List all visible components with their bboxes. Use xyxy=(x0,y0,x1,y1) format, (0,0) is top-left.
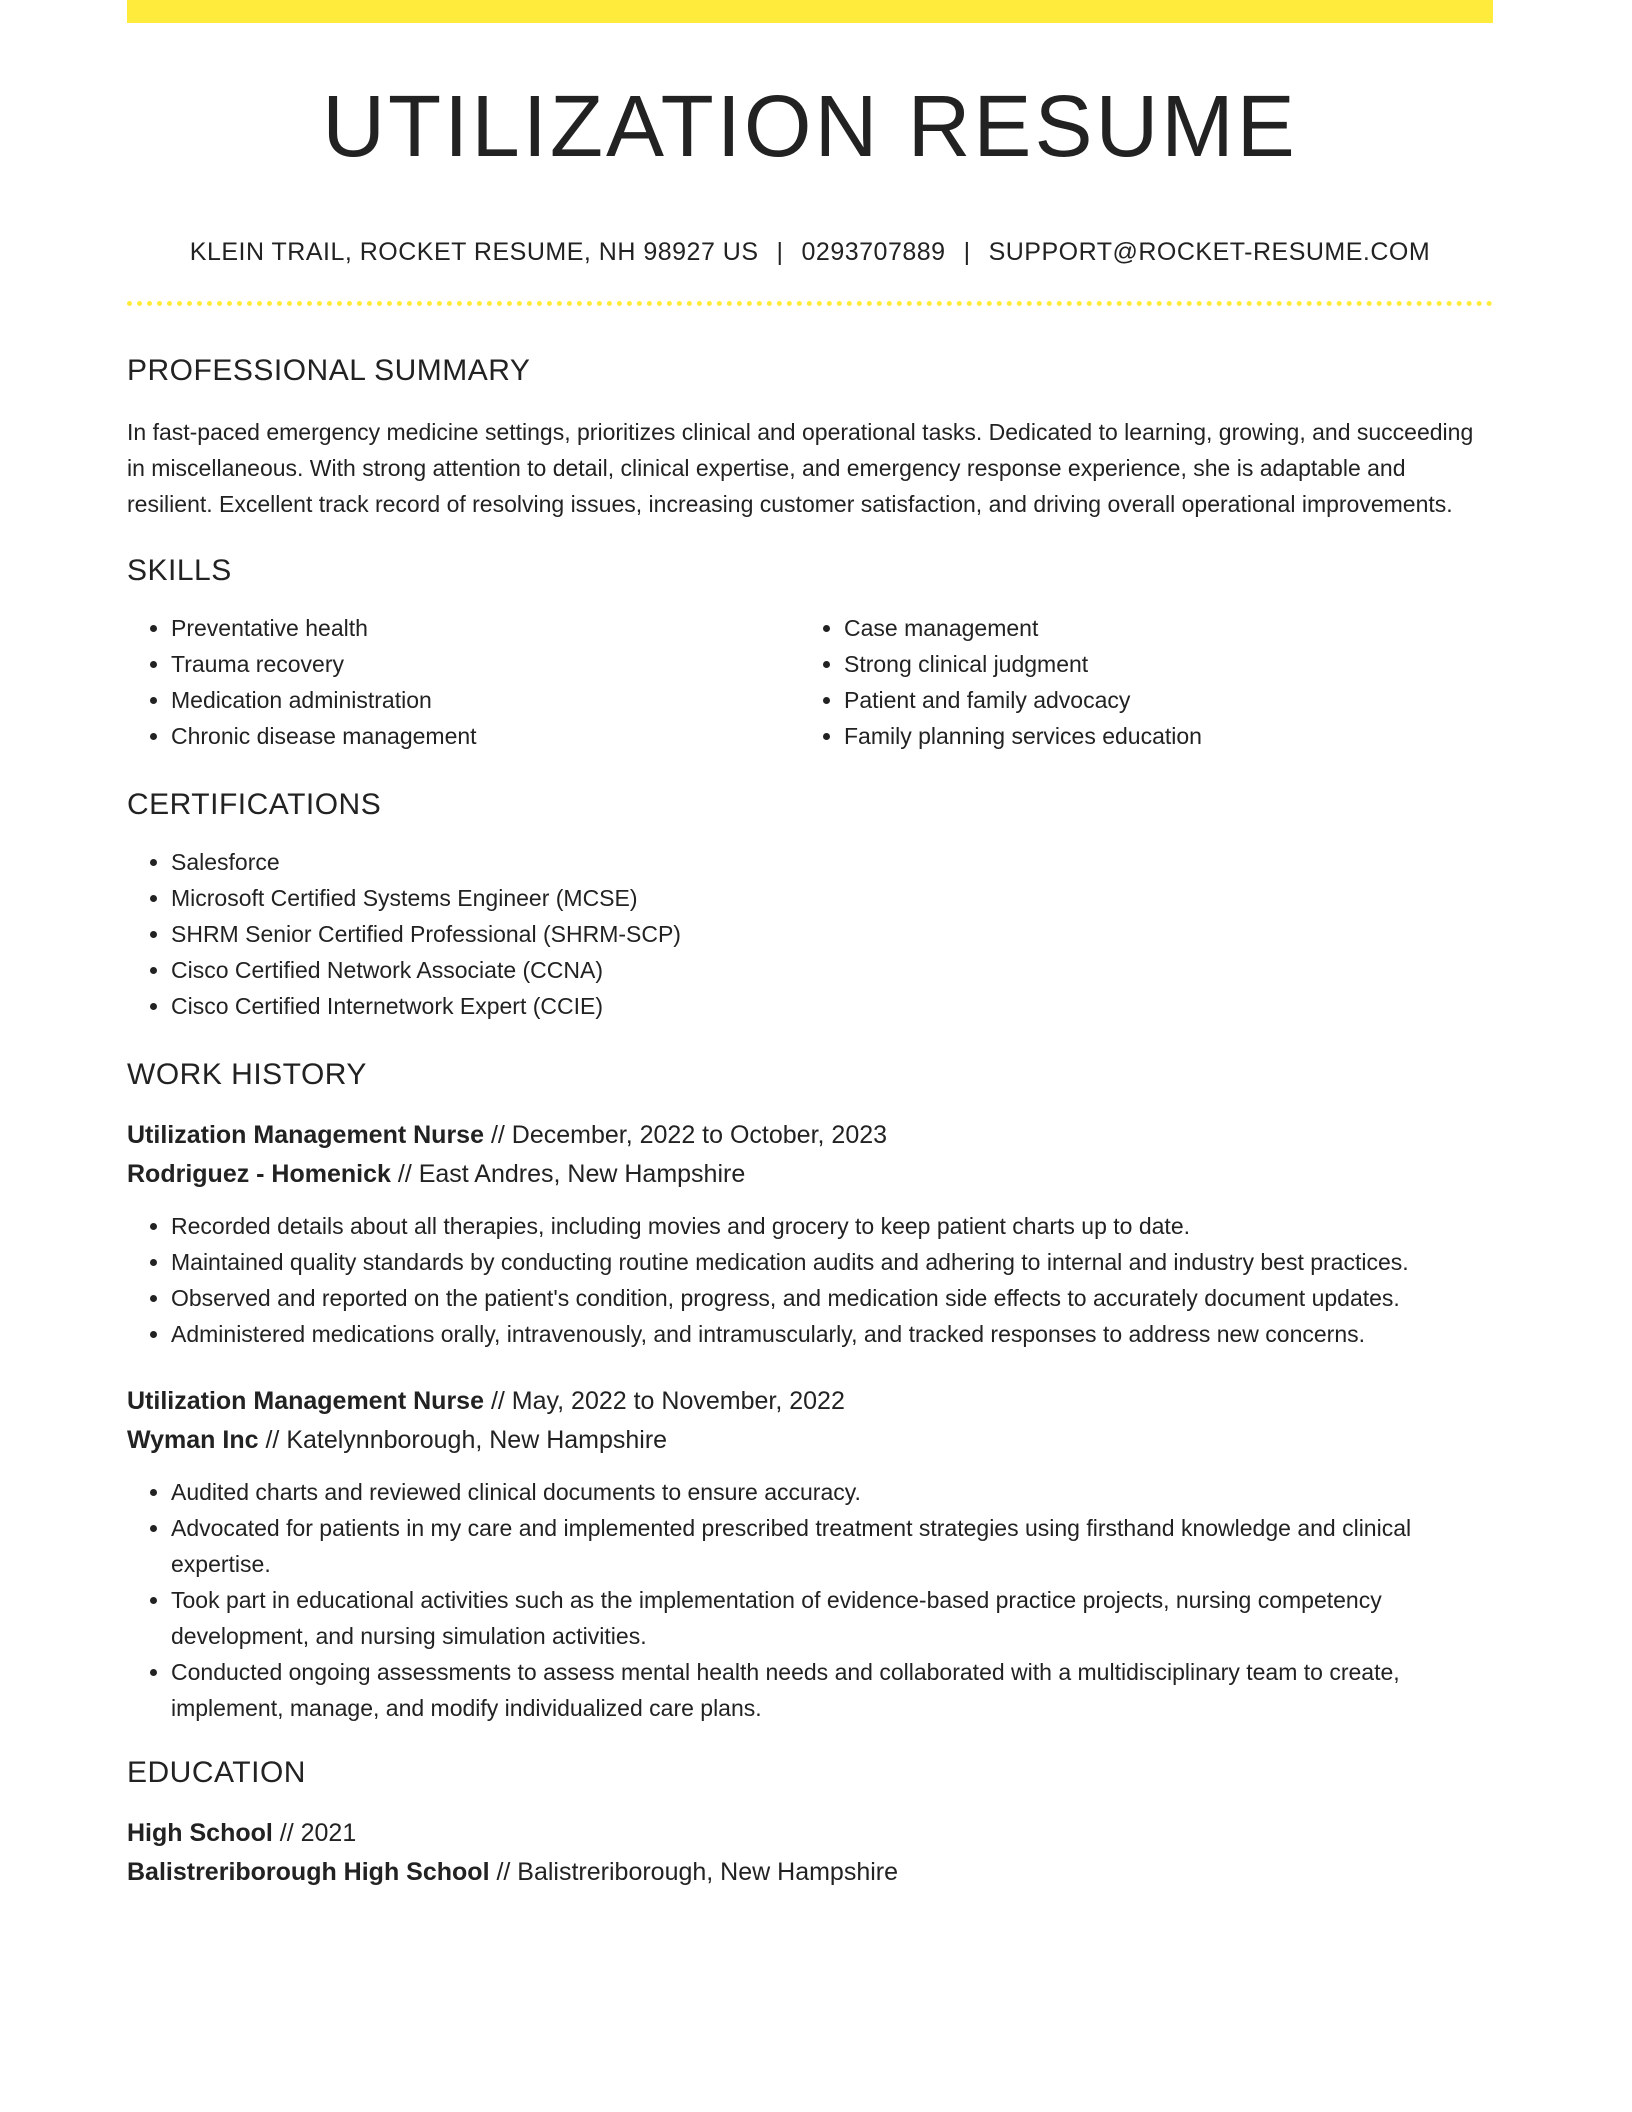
job-dates: // May, 2022 to November, 2022 xyxy=(484,1387,845,1415)
summary-text: In fast-paced emergency medicine settings, prioritizes clinical and operational tasks. Dedicated to learning, growing, and succeeding in miscellaneous. With strong attention to detail, clinical expertise, and emergency response experience, she is adaptable and resilient. Excellent track record of resolving issues, increasing customer satisfaction, and driving overall operational improvements. xyxy=(127,419,1474,517)
contact-separator: | xyxy=(776,238,784,266)
job-company: Wyman Inc xyxy=(127,1426,259,1454)
job-role: Utilization Management Nurse xyxy=(127,1387,484,1415)
education-degree: High School xyxy=(127,1819,273,1847)
education-school: Balistreriborough High School xyxy=(127,1858,490,1886)
skill-item: • Strong clinical judgment xyxy=(844,646,1473,682)
certification-item: • Cisco Certified Internetwork Expert (CCIE) xyxy=(171,988,1493,1024)
skill-item: • Trauma recovery xyxy=(171,646,800,682)
skills-heading: SKILLS xyxy=(127,554,232,587)
skill-item: • Medication administration xyxy=(171,682,800,718)
top-accent-bar xyxy=(127,0,1493,23)
contact-separator: | xyxy=(963,238,971,266)
skill-item: • Preventative health xyxy=(171,610,800,646)
contact-email: SUPPORT@ROCKET-RESUME.COM xyxy=(988,238,1431,266)
skill-item: • Case management xyxy=(844,610,1473,646)
certification-item: • Salesforce xyxy=(171,844,1493,880)
job-dates: // December, 2022 to October, 2023 xyxy=(484,1121,888,1149)
job-bullet: • Administered medications orally, intravenously, and intramuscularly, and tracked responses to address new concerns. xyxy=(171,1316,1493,1352)
skills-column-left xyxy=(127,610,800,754)
job-title-line xyxy=(127,1116,1493,1155)
resume-page xyxy=(127,0,1493,1892)
job-bullets xyxy=(127,1474,1493,1726)
resume-name: UTILIZATION RESUME xyxy=(322,78,1298,175)
job-role: Utilization Management Nurse xyxy=(127,1121,484,1149)
summary-heading: PROFESSIONAL SUMMARY xyxy=(127,354,531,387)
dotted-divider xyxy=(127,301,1493,306)
job-company: Rodriguez - Homenick xyxy=(127,1160,391,1188)
job-bullet: • Maintained quality standards by conducting routine medication audits and adhering to internal and industry best practices. xyxy=(171,1244,1493,1280)
certifications-list xyxy=(127,844,1493,1024)
education-heading: EDUCATION xyxy=(127,1756,306,1789)
education-year: // 2021 xyxy=(272,1819,357,1847)
skills-columns xyxy=(127,610,1493,754)
job-location: // East Andres, New Hampshire xyxy=(390,1160,746,1188)
certification-item: • Cisco Certified Network Associate (CCNA) xyxy=(171,952,1493,988)
job-bullet: • Advocated for patients in my care and implemented prescribed treatment strategies using firsthand knowledge and clinical expertise. xyxy=(171,1510,1493,1582)
skills-column-right xyxy=(800,610,1473,754)
certification-item: • Microsoft Certified Systems Engineer (MCSE) xyxy=(171,880,1493,916)
education-school-line xyxy=(127,1853,1493,1892)
contact-line xyxy=(127,240,1493,265)
job-bullet: • Observed and reported on the patient's condition, progress, and medication side effects to accurately document updates. xyxy=(171,1280,1493,1316)
job-bullets xyxy=(127,1208,1493,1352)
job-bullet: • Took part in educational activities such as the implementation of evidence-based practice projects, nursing competency development, and nursing simulation activities. xyxy=(171,1582,1493,1654)
contact-phone: 0293707889 xyxy=(801,238,946,266)
job-location: // Katelynnborough, New Hampshire xyxy=(258,1426,668,1454)
education-degree-line xyxy=(127,1814,1493,1853)
skill-item: • Chronic disease management xyxy=(171,718,800,754)
skill-item: • Family planning services education xyxy=(844,718,1473,754)
contact-address: KLEIN TRAIL, ROCKET RESUME, NH 98927 US xyxy=(189,238,759,266)
work-history-heading: WORK HISTORY xyxy=(127,1058,367,1091)
job-bullet: • Audited charts and reviewed clinical documents to ensure accuracy. xyxy=(171,1474,1493,1510)
job-bullet: • Conducted ongoing assessments to assess mental health needs and collaborated with a multidisciplinary team to create, implement, manage, and modify individualized care plans. xyxy=(171,1654,1493,1726)
job-title-line xyxy=(127,1382,1493,1421)
certifications-heading: CERTIFICATIONS xyxy=(127,788,382,821)
job-bullet: • Recorded details about all therapies, including movies and grocery to keep patient charts up to date. xyxy=(171,1208,1493,1244)
education-location: // Balistreriborough, New Hampshire xyxy=(489,1858,899,1886)
job-company-line xyxy=(127,1155,1493,1194)
job-company-line xyxy=(127,1421,1493,1460)
skill-item: • Patient and family advocacy xyxy=(844,682,1473,718)
certification-item: • SHRM Senior Certified Professional (SHRM-SCP) xyxy=(171,916,1493,952)
